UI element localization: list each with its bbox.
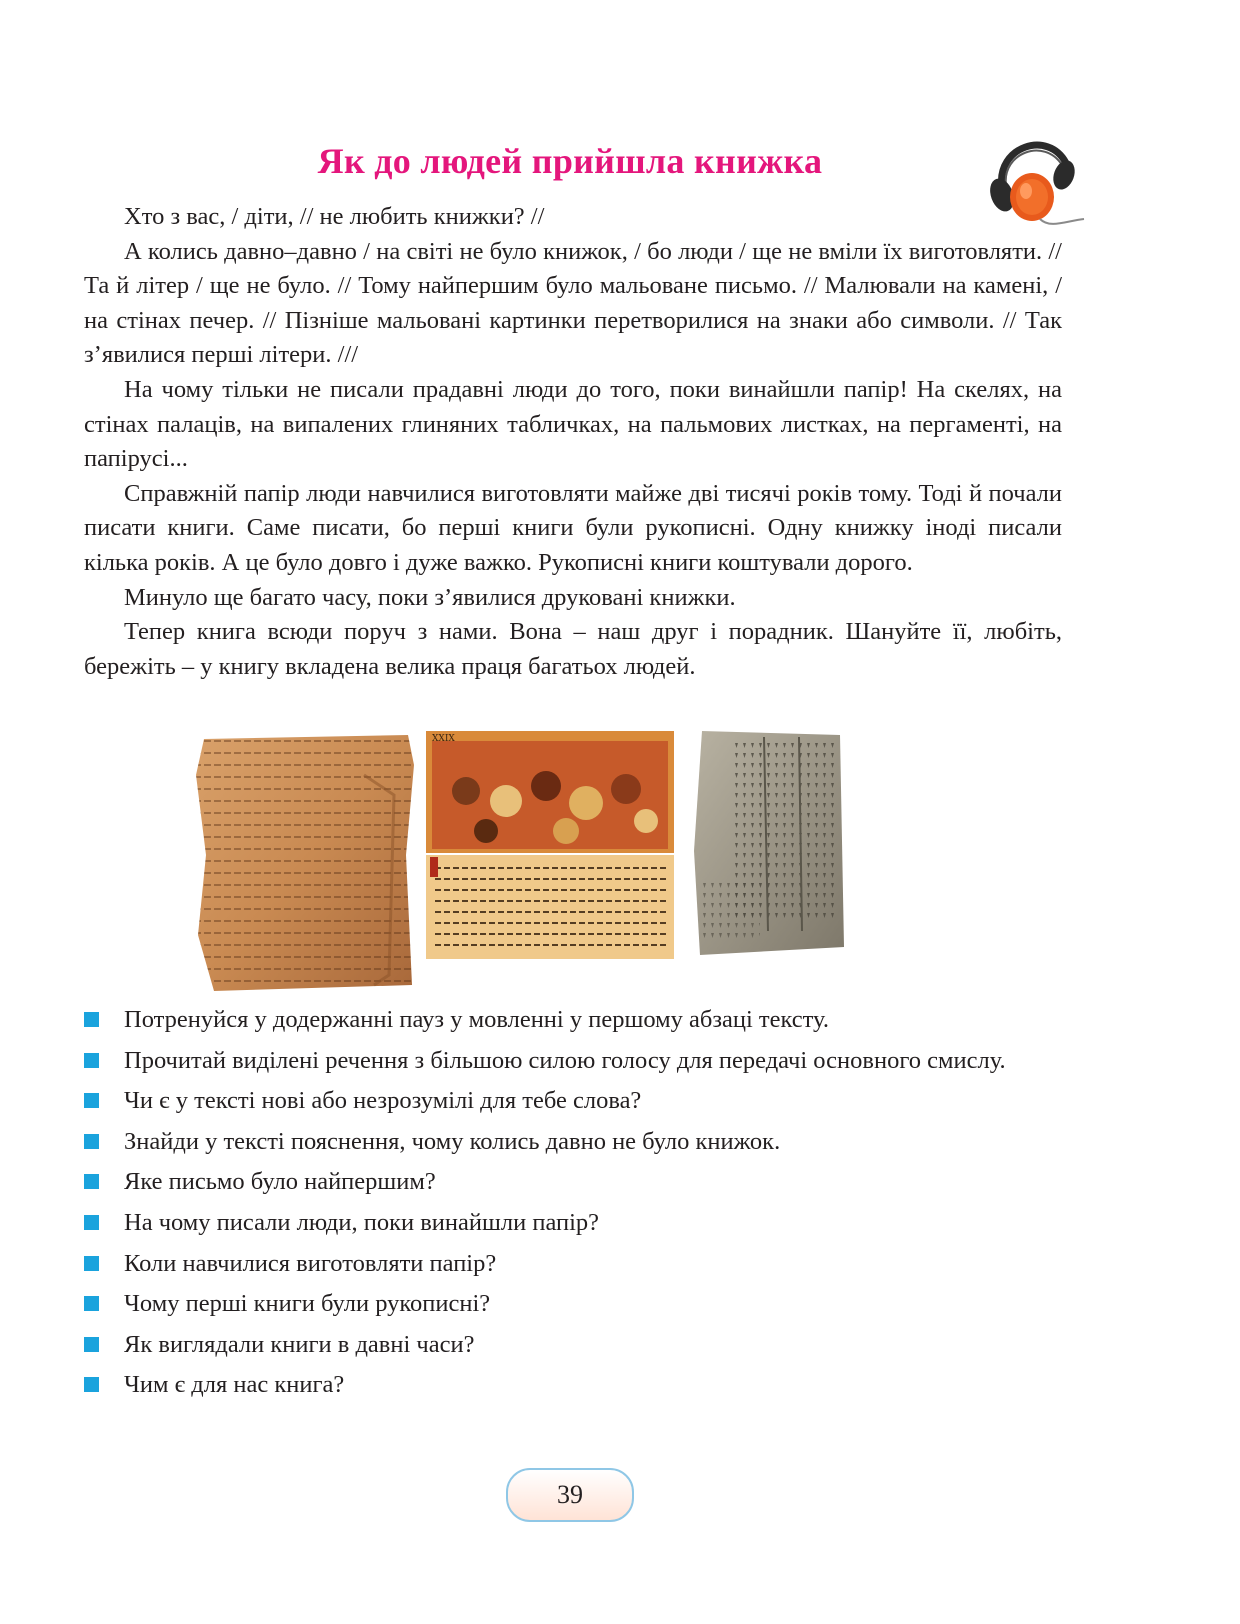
question-list [84,1003,1064,1409]
question-text: Прочитай виділені речення з більшою силою голосу для передачі основного смислу. [124,1046,1006,1074]
square-bullet-icon [84,1337,99,1352]
list-item [84,1044,1064,1079]
paragraph: А колись давно–давно / на світі не було книжок, / бо люди / ще не вміли їх виготовляти. // Та й літер / ще не було. // Тому найпершим було мальоване письмо. // Малювали на камені, / на стінах печер. // Пізніше мальовані картинки перетворилися на знаки або символи. // Так з’явилися перші літери. /// [84,237,1062,369]
question-text: Чим є для нас книга? [124,1371,345,1399]
papyrus-image [194,735,416,993]
list-item [84,1206,1064,1241]
question-text: Яке письмо було найпершим? [124,1168,436,1196]
paragraph: Минуло ще багато часу, поки з’явилися друковані книжки. [124,583,736,611]
list-item [84,1084,1064,1119]
manuscript-label: XXIX [432,734,455,744]
manuscript-image [426,731,674,959]
square-bullet-icon [84,1174,99,1189]
list-item [84,1247,1064,1282]
square-bullet-icon [84,1093,99,1108]
list-item [84,1003,1064,1038]
paragraph: На чому тільки не писали прадавні люди до того, поки винайшли папір! На скелях, на стінах палаців, на випалених глиняних табличках, на пальмових листках, на пергаменті, на папірусі... [84,375,1062,473]
page-number: 39 [506,1468,634,1522]
question-text: Потренуйся у додержанні пауз у мовленні у першому абзаці тексту. [124,1006,829,1033]
square-bullet-icon [84,1296,99,1311]
main-text [84,200,1062,684]
clay-tablet-image [694,731,844,955]
list-item [84,1165,1064,1200]
question-text: Чи є у тексті нові або незрозумілі для тебе слова? [124,1087,642,1115]
question-text: Коли навчилися виготовляти папір? [124,1249,497,1277]
square-bullet-icon [84,1215,99,1230]
question-text: Як виглядали книги в давні часи? [124,1330,475,1358]
question-text: Чому перші книги були рукописні? [124,1290,491,1318]
square-bullet-icon [84,1256,99,1271]
paragraph: Справжній папір люди навчилися виготовляти майже дві тисячі років тому. Тоді й почали писати книги. Саме писати, бо перші книги були рукописні. Одну книжку іноді писали кілька років. А це було довго і дуже важко. Рукописні книги коштували дорого. [84,479,1062,576]
square-bullet-icon [84,1134,99,1149]
list-item [84,1328,1064,1363]
illustrations [194,735,874,995]
list-item [84,1125,1064,1160]
list-item [84,1368,1064,1403]
paragraph: Тепер книга всюди поруч з нами. Вона – наш друг і порадник. Шануйте її, любіть, бережіть – у книгу вкладена велика праця багатьох людей. [84,618,1062,680]
square-bullet-icon [84,1012,99,1027]
paragraph: Хто з вас, / діти, // не любить книжки? // [124,203,545,230]
list-item [84,1287,1064,1322]
page-title: Як до людей прийшла книжка [317,141,823,181]
question-text: На чому писали люди, поки винайшли папір? [124,1208,600,1236]
square-bullet-icon [84,1053,99,1068]
square-bullet-icon [84,1377,99,1392]
question-text: Знайди у тексті пояснення, чому колись давно не було книжок. [124,1127,781,1155]
